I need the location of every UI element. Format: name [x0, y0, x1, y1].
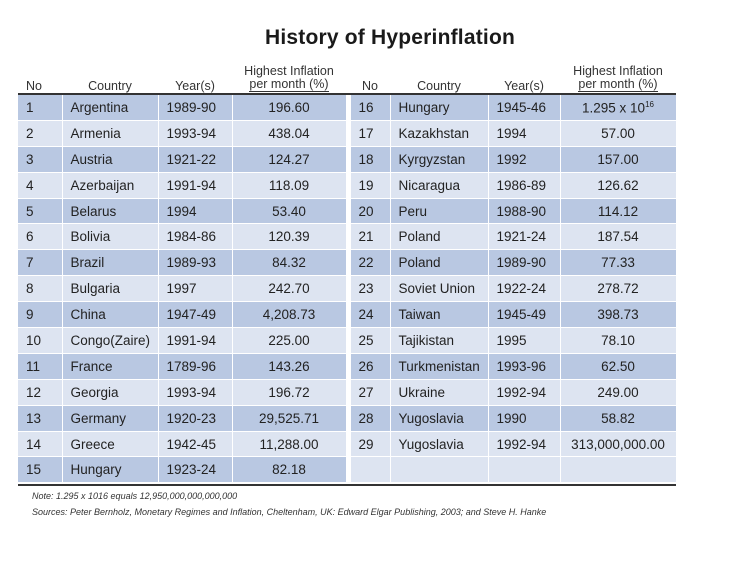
cell-country: Nicaragua: [390, 172, 488, 198]
cell-country: Poland: [390, 250, 488, 276]
rate-value: 278.72: [597, 281, 639, 297]
table-row: [18, 302, 676, 328]
cell-rate: [560, 146, 676, 172]
empty-cell: [350, 457, 390, 483]
cell-years: 1995: [488, 328, 560, 354]
cell-no: 22: [350, 250, 390, 276]
cell-no: 14: [18, 431, 62, 457]
rate-value: 57.00: [601, 125, 635, 141]
cell-no: 12: [18, 379, 62, 405]
cell-years: 1921-22: [158, 146, 232, 172]
cell-country: Georgia: [62, 379, 158, 405]
table-row: [18, 95, 676, 120]
cell-years: 1921-24: [488, 224, 560, 250]
cell-no: 16: [350, 95, 390, 120]
table-row: [18, 431, 676, 457]
rate-value: 313,000,000.00: [571, 436, 665, 452]
cell-rate: [560, 276, 676, 302]
cell-country: Armenia: [62, 120, 158, 146]
header-no-left: No: [26, 79, 42, 93]
cell-rate: 438.04: [232, 120, 346, 146]
table-row: [18, 224, 676, 250]
cell-no: 21: [350, 224, 390, 250]
cell-country: Hungary: [62, 457, 158, 483]
cell-country: Poland: [390, 224, 488, 250]
table-row: [18, 276, 676, 302]
cell-rate: 242.70: [232, 276, 346, 302]
footnote: Note: 1.295 x 1016 equals 12,950,000,000,000,000: [32, 491, 238, 501]
cell-years: 1945-46: [488, 95, 560, 120]
page-title: History of Hyperinflation: [264, 26, 516, 49]
cell-no: 5: [18, 198, 62, 224]
rate-value: 249.00: [597, 384, 639, 400]
cell-no: 18: [350, 146, 390, 172]
cell-years: 1991-94: [158, 172, 232, 198]
rate-value: 1.295 x 10: [582, 100, 646, 116]
cell-rate: [560, 224, 676, 250]
header-rate-left: Highest Inflation per month (%): [244, 63, 334, 91]
table-row: [18, 250, 676, 276]
cell-rate: 29,525.71: [232, 405, 346, 431]
rate-value: 114.12: [597, 203, 639, 219]
cell-years: 1991-94: [158, 328, 232, 354]
cell-rate: [560, 198, 676, 224]
cell-years: 1922-24: [488, 276, 560, 302]
cell-no: 7: [18, 250, 62, 276]
cell-country: Argentina: [62, 95, 158, 120]
cell-rate: 124.27: [232, 146, 346, 172]
empty-cell: [560, 457, 676, 483]
cell-no: 15: [18, 457, 62, 483]
cell-years: 1986-89: [488, 172, 560, 198]
cell-country: Belarus: [62, 198, 158, 224]
rate-value: 62.50: [601, 358, 635, 374]
cell-no: 11: [18, 353, 62, 379]
cell-years: 1989-90: [488, 250, 560, 276]
cell-country: Soviet Union: [390, 276, 488, 302]
rate-exponent: 16: [645, 99, 654, 109]
cell-country: Yugoslavia: [390, 405, 488, 431]
cell-rate: [560, 95, 676, 120]
cell-years: 1992-94: [488, 379, 560, 405]
cell-no: 24: [350, 302, 390, 328]
cell-rate: 53.40: [232, 198, 346, 224]
cell-rate: [560, 431, 676, 457]
rate-value: 77.33: [601, 255, 635, 271]
cell-years: 1994: [488, 120, 560, 146]
cell-years: 1789-96: [158, 353, 232, 379]
cell-country: China: [62, 302, 158, 328]
cell-country: Ukraine: [390, 379, 488, 405]
cell-no: 1: [18, 95, 62, 120]
cell-years: 1993-94: [158, 379, 232, 405]
cell-years: 1997: [158, 276, 232, 302]
cell-country: Taiwan: [390, 302, 488, 328]
cell-rate: [560, 379, 676, 405]
cell-no: 9: [18, 302, 62, 328]
cell-country: Kyrgyzstan: [390, 146, 488, 172]
cell-years: 1947-49: [158, 302, 232, 328]
cell-rate: 118.09: [232, 172, 346, 198]
table-row: [18, 120, 676, 146]
cell-no: 3: [18, 146, 62, 172]
cell-country: Bulgaria: [62, 276, 158, 302]
cell-no: 2: [18, 120, 62, 146]
cell-years: 1923-24: [158, 457, 232, 483]
cell-rate: [560, 353, 676, 379]
sources: Sources: Peter Bernholz, Monetary Regimes and Inflation, Cheltenham, UK: Edward Elgar Publishing, 2003; and Steve H. Hanke: [32, 507, 547, 517]
cell-country: Greece: [62, 431, 158, 457]
cell-years: 1945-49: [488, 302, 560, 328]
cell-country: France: [62, 353, 158, 379]
bottom-rule: [18, 484, 676, 486]
cell-years: 1993-96: [488, 353, 560, 379]
cell-country: Kazakhstan: [390, 120, 488, 146]
cell-country: Congo(Zaire): [62, 328, 158, 354]
cell-years: 1920-23: [158, 405, 232, 431]
cell-years: 1990: [488, 405, 560, 431]
cell-no: 4: [18, 172, 62, 198]
cell-rate: 82.18: [232, 457, 346, 483]
table-row: [18, 353, 676, 379]
table-body: [18, 95, 676, 483]
cell-country: Tajikistan: [390, 328, 488, 354]
cell-no: 25: [350, 328, 390, 354]
header-country-right: Country: [417, 79, 461, 93]
cell-country: Austria: [62, 146, 158, 172]
cell-rate: 11,288.00: [232, 431, 346, 457]
header-country-left: Country: [88, 79, 132, 93]
cell-years: 1993-94: [158, 120, 232, 146]
cell-years: 1989-90: [158, 95, 232, 120]
cell-no: 26: [350, 353, 390, 379]
cell-rate: [560, 328, 676, 354]
cell-rate: [560, 172, 676, 198]
cell-no: 19: [350, 172, 390, 198]
cell-years: 1994: [158, 198, 232, 224]
cell-rate: 143.26: [232, 353, 346, 379]
table-row: [18, 405, 676, 431]
cell-rate: [560, 405, 676, 431]
cell-no: 8: [18, 276, 62, 302]
cell-no: 6: [18, 224, 62, 250]
table-row: [18, 146, 676, 172]
empty-cell: [488, 457, 560, 483]
rate-value: 157.00: [597, 151, 639, 167]
header-years-left: Year(s): [175, 79, 215, 93]
cell-rate: 196.72: [232, 379, 346, 405]
rate-value: 126.62: [597, 177, 639, 193]
rate-value: 398.73: [597, 307, 639, 323]
rate-value: 187.54: [597, 229, 639, 245]
cell-no: 10: [18, 328, 62, 354]
table-row: [18, 379, 676, 405]
cell-years: 1942-45: [158, 431, 232, 457]
cell-rate: [560, 120, 676, 146]
hyperinflation-table: [18, 95, 677, 483]
cell-no: 23: [350, 276, 390, 302]
table-row: [18, 172, 676, 198]
cell-rate: 4,208.73: [232, 302, 346, 328]
cell-country: Azerbaijan: [62, 172, 158, 198]
table-row: [18, 198, 676, 224]
table-row: [18, 328, 676, 354]
cell-no: 29: [350, 431, 390, 457]
cell-rate: 120.39: [232, 224, 346, 250]
cell-country: Yugoslavia: [390, 431, 488, 457]
cell-rate: [560, 302, 676, 328]
cell-no: 20: [350, 198, 390, 224]
cell-rate: 225.00: [232, 328, 346, 354]
empty-cell: [390, 457, 488, 483]
cell-no: 27: [350, 379, 390, 405]
table-row: [18, 457, 676, 483]
cell-years: 1984-86: [158, 224, 232, 250]
cell-country: Bolivia: [62, 224, 158, 250]
cell-country: Germany: [62, 405, 158, 431]
header-rate-right: Highest Inflation per month (%): [573, 63, 663, 91]
cell-country: Turkmenistan: [390, 353, 488, 379]
cell-years: 1989-93: [158, 250, 232, 276]
cell-years: 1992: [488, 146, 560, 172]
cell-no: 28: [350, 405, 390, 431]
cell-no: 13: [18, 405, 62, 431]
cell-years: 1992-94: [488, 431, 560, 457]
cell-years: 1988-90: [488, 198, 560, 224]
cell-country: Brazil: [62, 250, 158, 276]
cell-country: Hungary: [390, 95, 488, 120]
cell-rate: 196.60: [232, 95, 346, 120]
cell-rate: [560, 250, 676, 276]
rate-value: 58.82: [601, 410, 635, 426]
rate-value: 78.10: [601, 332, 635, 348]
cell-rate: 84.32: [232, 250, 346, 276]
header-years-right: Year(s): [504, 79, 544, 93]
header-no-right: No: [362, 79, 378, 93]
cell-no: 17: [350, 120, 390, 146]
cell-country: Peru: [390, 198, 488, 224]
